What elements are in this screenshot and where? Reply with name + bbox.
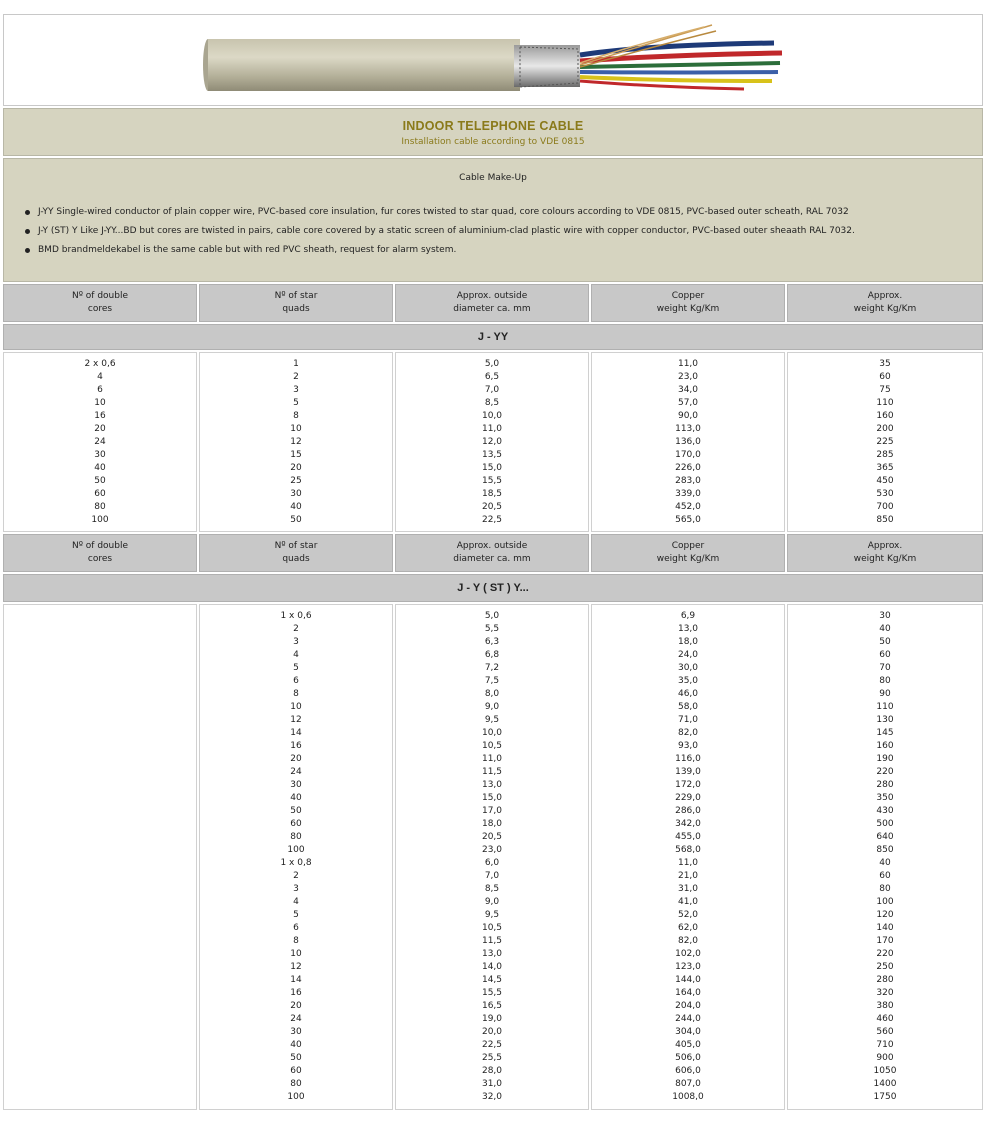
table-cell: 700 (876, 502, 894, 512)
table-cell: 12 (290, 962, 302, 972)
table-cell: 6,0 (484, 858, 500, 868)
table-cell: 160 (876, 741, 894, 751)
table-cell: 7,0 (484, 385, 500, 395)
table-cell: 450 (876, 476, 894, 486)
table-cell: 900 (876, 1053, 894, 1063)
table-cell: 560 (876, 1027, 894, 1037)
table-cell: 22,5 (481, 1040, 503, 1050)
table-cell: 120 (876, 910, 894, 920)
table-cell: 14,5 (481, 975, 503, 985)
table-cell: 164,0 (675, 988, 701, 998)
column-header-text: Nº of star (274, 541, 318, 551)
table-cell: 10 (290, 424, 302, 434)
table-cell: 5 (293, 663, 299, 673)
table-cell: 9,5 (484, 910, 500, 920)
table-cell: 60 (290, 819, 302, 829)
table-cell: 34,0 (677, 385, 699, 395)
table-cell: 10,5 (481, 741, 503, 751)
table-cell: 2 (293, 624, 299, 634)
table-cell: 6,3 (484, 637, 500, 647)
column-header-text: weight Kg/Km (853, 554, 917, 564)
table-cell: 4 (293, 650, 299, 660)
table-cell: 80 (290, 832, 302, 842)
table-cell: 6,8 (484, 650, 500, 660)
table-cell: 31,0 (481, 1079, 503, 1089)
table-cell: 82,0 (677, 728, 699, 738)
column-header-text: diameter ca. mm (453, 304, 531, 314)
table-cell: 16 (290, 988, 302, 998)
table-cell: 50 (290, 806, 302, 816)
table-cell: 110 (876, 398, 894, 408)
table-cell: 5,5 (484, 624, 500, 634)
table-cell: 24 (290, 1014, 302, 1024)
data-column-star-quads (199, 604, 393, 1110)
column-header-copper-weight (591, 284, 785, 322)
table-cell: 102,0 (675, 949, 701, 959)
table-cell: 50 (290, 1053, 302, 1063)
data-column-approx-weight (787, 352, 983, 532)
table-cell: 320 (876, 988, 894, 998)
column-header-text: Nº of double (71, 291, 129, 301)
table-cell: 18,0 (481, 819, 503, 829)
table-cell: 18,0 (677, 637, 699, 647)
table-cell: 50 (290, 515, 302, 525)
table-cell: 280 (876, 975, 894, 985)
table-cell: 40 (879, 624, 891, 634)
table-cell: 568,0 (675, 845, 701, 855)
table-cell: 6,9 (680, 611, 696, 621)
table-cell: 4 (97, 372, 103, 382)
table-cell: 405,0 (675, 1040, 701, 1050)
list-item: BMD brandmeldekabel is the same cable but with red PVC sheath, request for alarm system. (38, 241, 982, 260)
table-cell: 226,0 (675, 463, 701, 473)
table-cell: 455,0 (675, 832, 701, 842)
table-cell: 20 (290, 463, 302, 473)
table-cell: 23,0 (677, 372, 699, 382)
table-cell: 123,0 (675, 962, 701, 972)
table-cell: 139,0 (675, 767, 701, 777)
table-cell: 60 (94, 489, 106, 499)
table-cell: 35 (879, 359, 891, 369)
column-header-outside-diameter (395, 534, 589, 572)
table-cell: 10,0 (481, 728, 503, 738)
table-cell: 220 (876, 767, 894, 777)
table-cell: 244,0 (675, 1014, 701, 1024)
column-header-copper-weight (591, 534, 785, 572)
table-cell: 5 (293, 910, 299, 920)
table-cell: 145 (876, 728, 894, 738)
table-cell: 1008,0 (672, 1092, 704, 1102)
column-header-text: quads (282, 554, 310, 564)
table-cell: 100 (91, 515, 109, 525)
table-cell: 16 (290, 741, 302, 751)
page-title: INDOOR TELEPHONE CABLE (402, 119, 584, 133)
table-cell: 807,0 (675, 1079, 701, 1089)
column-header-outside-diameter (395, 284, 589, 322)
data-column-outside-diameter (395, 604, 589, 1110)
table-cell: 50 (879, 637, 891, 647)
table-cell: 6 (293, 676, 299, 686)
table-cell: 11,5 (481, 936, 503, 946)
table-cell: 710 (876, 1040, 894, 1050)
table-cell: 110 (876, 702, 894, 712)
table-cell: 9,5 (484, 715, 500, 725)
table-cell: 21,0 (677, 871, 699, 881)
table-cell: 100 (876, 897, 894, 907)
table-cell: 6 (293, 923, 299, 933)
table-cell: 170 (876, 936, 894, 946)
table-cell: 30 (94, 450, 106, 460)
table-cell: 1400 (873, 1079, 897, 1089)
table-cell: 20 (94, 424, 106, 434)
column-header-text: weight Kg/Km (656, 554, 720, 564)
section-title: J - YY (477, 331, 509, 343)
table-cell: 30 (290, 780, 302, 790)
column-header-text: weight Kg/Km (656, 304, 720, 314)
table-cell: 15,0 (481, 793, 503, 803)
column-header-text: Approx. outside (456, 541, 528, 551)
table-cell: 25 (290, 476, 302, 486)
table-cell: 13,0 (481, 780, 503, 790)
table-cell: 13,0 (677, 624, 699, 634)
column-header-star-quads (199, 284, 393, 322)
table-cell: 506,0 (675, 1053, 701, 1063)
table-cell: 28,0 (481, 1066, 503, 1076)
table-cell: 172,0 (675, 780, 701, 790)
table-cell: 40 (879, 858, 891, 868)
table-cell: 11,0 (481, 424, 503, 434)
table-cell: 5 (293, 398, 299, 408)
table-cell: 350 (876, 793, 894, 803)
table-cell: 9,0 (484, 897, 500, 907)
table-cell: 2 (293, 372, 299, 382)
table-cell: 2 (293, 871, 299, 881)
table-cell: 20 (290, 1001, 302, 1011)
table-cell: 10 (290, 702, 302, 712)
table-cell: 3 (293, 637, 299, 647)
table-cell: 30 (290, 1027, 302, 1037)
table-cell: 116,0 (675, 754, 701, 764)
column-header-text: quads (282, 304, 310, 314)
table-cell: 93,0 (677, 741, 699, 751)
table-cell: 7,0 (484, 871, 500, 881)
column-header-text: Approx. (867, 541, 903, 551)
table-cell: 71,0 (677, 715, 699, 725)
column-header-text: Approx. (867, 291, 903, 301)
table-cell: 12,0 (481, 437, 503, 447)
table-cell: 1 x 0,8 (280, 858, 312, 868)
data-column-double-cores (3, 604, 197, 1110)
table-cell: 40 (290, 793, 302, 803)
table-cell: 14,0 (481, 962, 503, 972)
data-column-double-cores (3, 352, 197, 532)
table-cell: 15,5 (481, 476, 503, 486)
table-cell: 90,0 (677, 411, 699, 421)
column-header-text: Nº of double (71, 541, 129, 551)
table-cell: 82,0 (677, 936, 699, 946)
table-cell: 10,5 (481, 923, 503, 933)
list-item: J-Y (ST) Y Like J-YY...BD but cores are twisted in pairs, cable core covered by a static screen of aluminium-clad plastic wire with copper conductor, PVC-based outer sheaath RAL 7032. (38, 222, 982, 241)
page-subtitle: Installation cable according to VDE 0815 (401, 137, 585, 147)
table-cell: 285 (876, 450, 894, 460)
table-cell: 80 (290, 1079, 302, 1089)
table-cell: 606,0 (675, 1066, 701, 1076)
table-cell: 80 (879, 676, 891, 686)
table-cell: 11,0 (677, 858, 699, 868)
table-cell: 280 (876, 780, 894, 790)
column-header-text: Copper (671, 291, 705, 301)
table-cell: 19,0 (481, 1014, 503, 1024)
table-cell: 8 (293, 689, 299, 699)
column-header-text: cores (87, 554, 113, 564)
table-cell: 1050 (873, 1066, 897, 1076)
table-cell: 1 x 0,6 (280, 611, 312, 621)
section-band-jysty (3, 574, 983, 602)
table-cell: 4 (293, 897, 299, 907)
table-cell: 60 (879, 650, 891, 660)
title-panel (3, 108, 983, 156)
table-cell: 204,0 (675, 1001, 701, 1011)
table-cell: 9,0 (484, 702, 500, 712)
table-cell: 10 (290, 949, 302, 959)
table-cell: 8,5 (484, 398, 500, 408)
data-column-copper-weight (591, 604, 785, 1110)
table-cell: 283,0 (675, 476, 701, 486)
column-header-text: Nº of star (274, 291, 318, 301)
table-cell: 7,5 (484, 676, 500, 686)
table-cell: 339,0 (675, 489, 701, 499)
table-cell: 160 (876, 411, 894, 421)
table-cell: 12 (290, 437, 302, 447)
table-cell: 304,0 (675, 1027, 701, 1037)
table-cell: 40 (94, 463, 106, 473)
table-cell: 60 (290, 1066, 302, 1076)
table-cell: 30,0 (677, 663, 699, 673)
table-cell: 60 (879, 372, 891, 382)
list-item: J-YY Single-wired conductor of plain copper wire, PVC-based core insulation, fur cores twisted to star quad, core colours according to VDE 0815, PVC-based outer scheath, RAL 7032 (38, 203, 982, 222)
table-cell: 12 (290, 715, 302, 725)
column-header-double-cores (3, 534, 197, 572)
table-cell: 500 (876, 819, 894, 829)
table-cell: 342,0 (675, 819, 701, 829)
table-cell: 13,0 (481, 949, 503, 959)
table-cell: 286,0 (675, 806, 701, 816)
table-cell: 32,0 (481, 1092, 503, 1102)
table-cell: 10 (94, 398, 106, 408)
table-cell: 58,0 (677, 702, 699, 712)
table-cell: 23,0 (481, 845, 503, 855)
table-cell: 20,5 (481, 502, 503, 512)
table-cell: 13,5 (481, 450, 503, 460)
table-cell: 30 (290, 489, 302, 499)
table-cell: 170,0 (675, 450, 701, 460)
table-cell: 452,0 (675, 502, 701, 512)
table-cell: 35,0 (677, 676, 699, 686)
makeup-panel (3, 158, 983, 282)
table-cell: 190 (876, 754, 894, 764)
table-cell: 100 (287, 845, 305, 855)
table-cell: 460 (876, 1014, 894, 1024)
table-cell: 2 x 0,6 (84, 359, 116, 369)
data-column-outside-diameter (395, 352, 589, 532)
table-cell: 1 (293, 359, 299, 369)
table-cell: 530 (876, 489, 894, 499)
table-cell: 565,0 (675, 515, 701, 525)
table-cell: 6,5 (484, 372, 500, 382)
table-cell: 40 (290, 502, 302, 512)
column-header-approx-weight (787, 534, 983, 572)
section-title: J - Y ( ST ) Y... (457, 582, 529, 594)
table-cell: 20,5 (481, 832, 503, 842)
data-column-copper-weight (591, 352, 785, 532)
table-cell: 365 (876, 463, 894, 473)
table-cell: 200 (876, 424, 894, 434)
table-cell: 5,0 (484, 611, 500, 621)
table-cell: 57,0 (677, 398, 699, 408)
table-cell: 80 (94, 502, 106, 512)
table-cell: 220 (876, 949, 894, 959)
table-cell: 850 (876, 845, 894, 855)
table-cell: 6 (97, 385, 103, 395)
table-cell: 15,0 (481, 463, 503, 473)
product-image-panel (3, 14, 983, 106)
table-cell: 130 (876, 715, 894, 725)
table-cell: 16 (94, 411, 106, 421)
table-cell: 11,0 (481, 754, 503, 764)
table-cell: 30 (879, 611, 891, 621)
table-cell: 25,5 (481, 1053, 503, 1063)
table-cell: 113,0 (675, 424, 701, 434)
table-cell: 20,0 (481, 1027, 503, 1037)
column-header-text: weight Kg/Km (853, 304, 917, 314)
table-cell: 60 (879, 871, 891, 881)
table-cell: 380 (876, 1001, 894, 1011)
table-cell: 250 (876, 962, 894, 972)
makeup-heading: Cable Make-Up (459, 173, 527, 183)
table-cell: 225 (876, 437, 894, 447)
table-cell: 8,5 (484, 884, 500, 894)
table-cell: 18,5 (481, 489, 503, 499)
table-cell: 140 (876, 923, 894, 933)
table-cell: 16,5 (481, 1001, 503, 1011)
table-cell: 8 (293, 411, 299, 421)
column-header-text: Copper (671, 541, 705, 551)
table-cell: 80 (879, 884, 891, 894)
table-cell: 46,0 (677, 689, 699, 699)
table-cell: 50 (94, 476, 106, 486)
table-cell: 100 (287, 1092, 305, 1102)
column-header-approx-weight (787, 284, 983, 322)
column-header-text: Approx. outside (456, 291, 528, 301)
table-cell: 3 (293, 385, 299, 395)
table-cell: 31,0 (677, 884, 699, 894)
table-cell: 5,0 (484, 359, 500, 369)
table-cell: 144,0 (675, 975, 701, 985)
table-cell: 24,0 (677, 650, 699, 660)
data-column-star-quads (199, 352, 393, 532)
table-cell: 40 (290, 1040, 302, 1050)
table-cell: 3 (293, 884, 299, 894)
table-cell: 70 (879, 663, 891, 673)
column-header-double-cores (3, 284, 197, 322)
section-band-jyy (3, 324, 983, 350)
table-cell: 24 (290, 767, 302, 777)
table-cell: 52,0 (677, 910, 699, 920)
column-header-text: diameter ca. mm (453, 554, 531, 564)
table-cell: 14 (290, 975, 302, 985)
cable-image (4, 15, 982, 105)
table-cell: 1750 (873, 1092, 897, 1102)
table-cell: 640 (876, 832, 894, 842)
table-cell: 11,0 (677, 359, 699, 369)
table-cell: 8,0 (484, 689, 500, 699)
table-cell: 20 (290, 754, 302, 764)
table-cell: 850 (876, 515, 894, 525)
table-cell: 15,5 (481, 988, 503, 998)
table-cell: 8 (293, 936, 299, 946)
table-cell: 24 (94, 437, 106, 447)
data-column-approx-weight (787, 604, 983, 1110)
table-cell: 11,5 (481, 767, 503, 777)
table-cell: 430 (876, 806, 894, 816)
table-cell: 136,0 (675, 437, 701, 447)
table-cell: 75 (879, 385, 891, 395)
table-cell: 62,0 (677, 923, 699, 933)
table-cell: 90 (879, 689, 891, 699)
column-header-star-quads (199, 534, 393, 572)
table-cell: 229,0 (675, 793, 701, 803)
table-cell: 7,2 (484, 663, 500, 673)
table-cell: 41,0 (677, 897, 699, 907)
table-cell: 22,5 (481, 515, 503, 525)
table-cell: 10,0 (481, 411, 503, 421)
makeup-list (4, 203, 982, 260)
table-cell: 15 (290, 450, 302, 460)
table-cell: 17,0 (481, 806, 503, 816)
column-header-text: cores (87, 304, 113, 314)
table-cell: 14 (290, 728, 302, 738)
